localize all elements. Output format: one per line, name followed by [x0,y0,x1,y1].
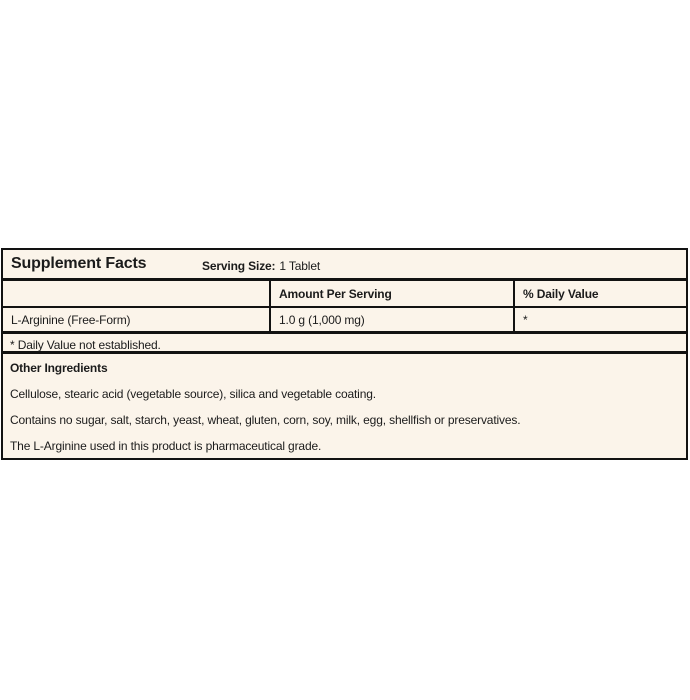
serving-size [202,259,320,273]
table-header-row [3,281,686,308]
supplement-facts-panel [1,248,688,460]
nutrient-daily-value: * [513,308,686,331]
nutrient-amount: 1.0 g (1,000 mg) [269,308,513,331]
serving-size-label: Serving Size: [202,259,276,273]
daily-value-footnote: * Daily Value not established. [3,334,686,354]
column-header-daily-value: % Daily Value [513,281,686,306]
nutrient-name: L-Arginine (Free-Form) [11,313,131,327]
supplement-facts-title: Supplement Facts [11,255,147,272]
other-ingredients-heading: Other Ingredients [10,361,108,375]
column-header-amount-per-serving: Amount Per Serving [269,281,513,306]
other-ingredients-line: Cellulose, stearic acid (vegetable source), silica and vegetable coating. [10,387,376,401]
serving-size-value: 1 Tablet [279,259,321,273]
table-row [3,308,686,334]
other-ingredients-section [3,354,686,458]
column-header-nutrient-blank [3,281,269,306]
allergen-statement-line: Contains no sugar, salt, starch, yeast, wheat, gluten, corn, soy, milk, egg, shellfish or preservatives. [10,413,521,427]
supplement-facts-header [3,250,686,281]
pharmaceutical-grade-line: The L-Arginine used in this product is pharmaceutical grade. [10,439,322,453]
